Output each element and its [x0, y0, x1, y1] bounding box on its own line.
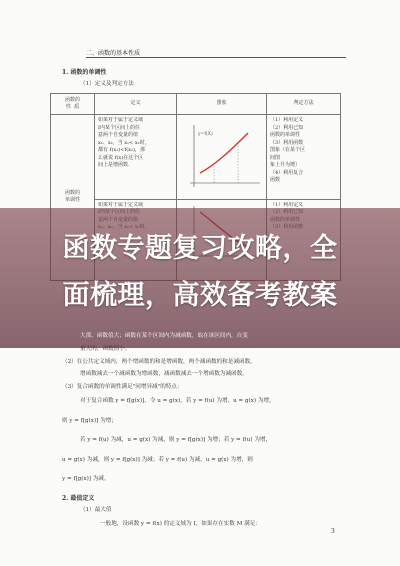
subheading-maximum: （1）最大值 — [80, 507, 112, 513]
body-line: （2）在公共定义域内，两个增函数的和是增函数，两个减函数的和是减函数， — [62, 359, 256, 365]
body-line: 一般地，设函数 y = f(x) 的定义域为 I，如果存在实数 M 满足： — [100, 521, 261, 527]
graph-label: y=f(X) — [198, 132, 213, 137]
methods-cell: （1）利用定义 （2）利用已知 函数的单调性 （3）利用函数 图象（在某个区 间图 象上升为增） （4）利用复合 函数 — [267, 115, 341, 200]
table-header-cell: 图象 — [177, 94, 267, 115]
body-line: 增函数减去一个减函数为增函数，减函数减去一个增函数为减函数。 — [80, 371, 248, 377]
body-line: 大那，函数值大；函数在某个区间内为减函数，取在该区间内，自变 — [80, 333, 248, 339]
body-line: 则 y = f[g(x)] 为增； — [62, 418, 117, 424]
table-header-cell: 函数的 性 质 — [51, 94, 95, 115]
property-cell: 函数的 单调性 — [51, 115, 95, 281]
increasing-function-graph — [180, 117, 264, 193]
page-number: 3 — [331, 528, 335, 535]
body-line: y = f[g(x)] 为减。 — [62, 476, 110, 482]
graph-cell-increasing — [177, 115, 267, 200]
banner-title-line-1: 函数专题复习攻略，全 — [62, 233, 338, 264]
banner-title-line-2: 面梳理，高效备考教案 — [62, 280, 338, 311]
subheading-definition-method: （1）定义及判定方法 — [80, 81, 134, 87]
methods-cell: （1）利用定义 — [267, 199, 341, 280]
body-line: u = g(x) 为减，则 y = f[g(x)] 为减；若 y = f(u) 为减，u = g(x) 为增，则 — [62, 457, 253, 463]
definition-cell-decreasing: 如果对于属于定义域 — [95, 199, 177, 280]
table-row — [51, 115, 341, 200]
page-header-title: 二、函数的基本性质 — [86, 50, 141, 57]
body-line: 量大的，函数值小。 — [80, 346, 131, 352]
body-line: 若 y = f(u) 为减，u = g(x) 为减，则 y = f[g(x)] 为增；若 y = f(u) 为增， — [80, 437, 272, 443]
table-header-cell: 定义 — [95, 94, 177, 115]
table-header-row — [51, 94, 341, 115]
definition-cell-increasing: 如果对于属于定义域 I内某个区间上的任 意两个自变量的值 x₁、x₂，当 x₁< x₂时， 都有 f(x₁)<f(x₂)，那 么就说 f(x)在这个区 间上是增函数. — [95, 115, 177, 200]
header-rule — [86, 57, 346, 58]
section-heading-monotonicity: 1. 函数的单调性 — [62, 69, 107, 76]
body-line: 对于复合函数 y = f[g(x)]，令 u = g(x)，若 y = f(u) 为增，u = g(x) 为增， — [80, 398, 275, 404]
section-heading-extrema: 2. 最值定义 — [62, 495, 95, 502]
title-banner-overlay — [0, 208, 400, 348]
table-header-cell: 判定方法 — [267, 94, 341, 115]
body-line: （3）复合函数的单调性满足"同增异减"的特点： — [62, 384, 183, 390]
